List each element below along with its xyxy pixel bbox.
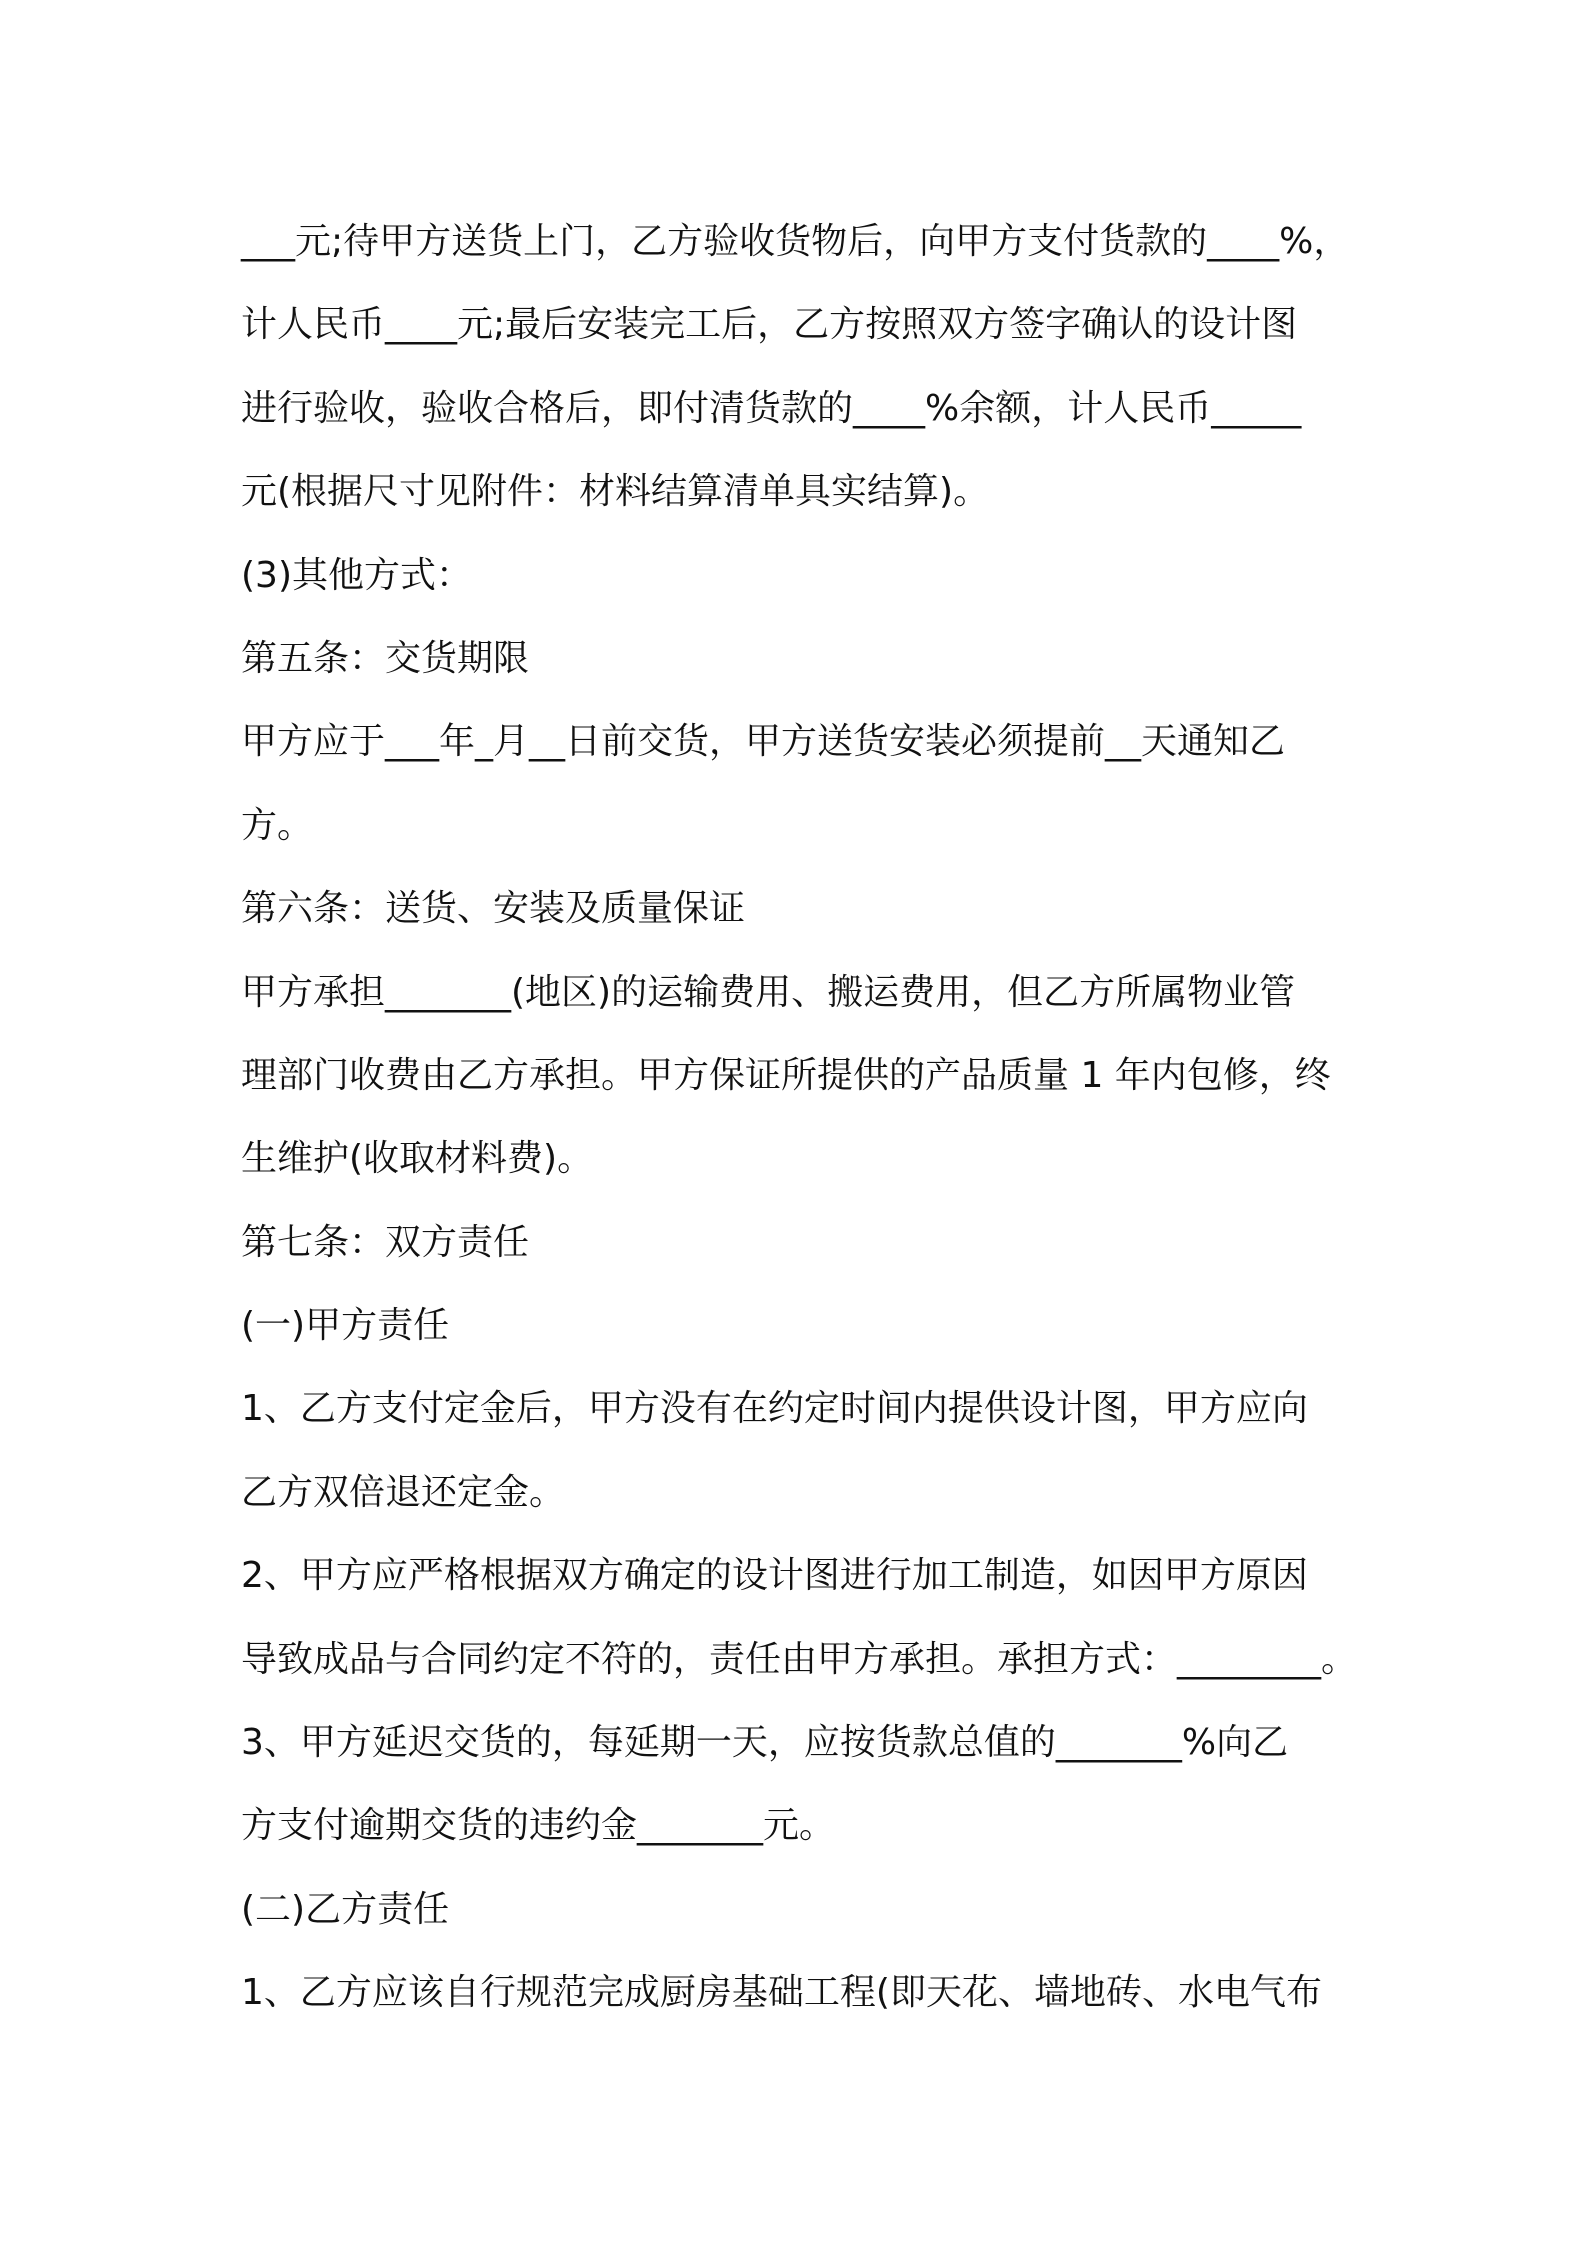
text-line: 理部门收费由乙方承担。甲方保证所提供的产品质量 1 年内包修，终 bbox=[241, 1054, 1331, 1096]
text-line: 进行验收，验收合格后，即付清货款的____%余额，计人民币_____ bbox=[241, 387, 1302, 429]
text-line: 计人民币____元;最后安装完工后，乙方按照双方签字确认的设计图 bbox=[241, 304, 1298, 346]
text-line: 3、甲方延迟交货的，每延期一天，应按货款总值的_______%向乙 bbox=[241, 1722, 1289, 1764]
text-line: ___元;待甲方送货上门，乙方验收货物后，向甲方支付货款的____%， bbox=[241, 221, 1350, 262]
subsection-heading: (二)乙方责任 bbox=[241, 1888, 450, 1930]
text-line: 方。 bbox=[241, 804, 314, 846]
section-heading: 第六条：送货、安装及质量保证 bbox=[241, 888, 746, 930]
section-heading: 第七条：双方责任 bbox=[241, 1221, 530, 1263]
text-line: 1、乙方支付定金后，甲方没有在约定时间内提供设计图，甲方应向 bbox=[241, 1388, 1308, 1430]
text-line: 2、甲方应严格根据双方确定的设计图进行加工制造，如因甲方原因 bbox=[241, 1555, 1308, 1597]
document-body bbox=[241, 200, 1361, 2035]
text-line: 1、乙方应该自行规范完成厨房基础工程(即天花、墙地砖、水电气布 bbox=[241, 1972, 1322, 2014]
text-line: 方支付逾期交货的违约金_______元。 bbox=[241, 1805, 836, 1847]
section-heading: 第五条：交货期限 bbox=[241, 637, 530, 679]
subsection-heading: (一)甲方责任 bbox=[241, 1305, 450, 1347]
text-line: 生维护(收取材料费)。 bbox=[241, 1138, 594, 1180]
text-line: 乙方双倍退还定金。 bbox=[241, 1471, 566, 1513]
text-line: 元(根据尺寸见附件：材料结算清单具实结算)。 bbox=[241, 471, 990, 513]
text-line: 甲方应于___年_月__日前交货，甲方送货安装必须提前__天通知乙 bbox=[241, 721, 1286, 763]
text-line: 导致成品与合同约定不符的，责任由甲方承担。承担方式：________。 bbox=[241, 1638, 1358, 1680]
text-line: 甲方承担_______(地区)的运输费用、搬运费用，但乙方所属物业管 bbox=[241, 971, 1296, 1013]
text-line: (3)其他方式： bbox=[241, 554, 472, 596]
